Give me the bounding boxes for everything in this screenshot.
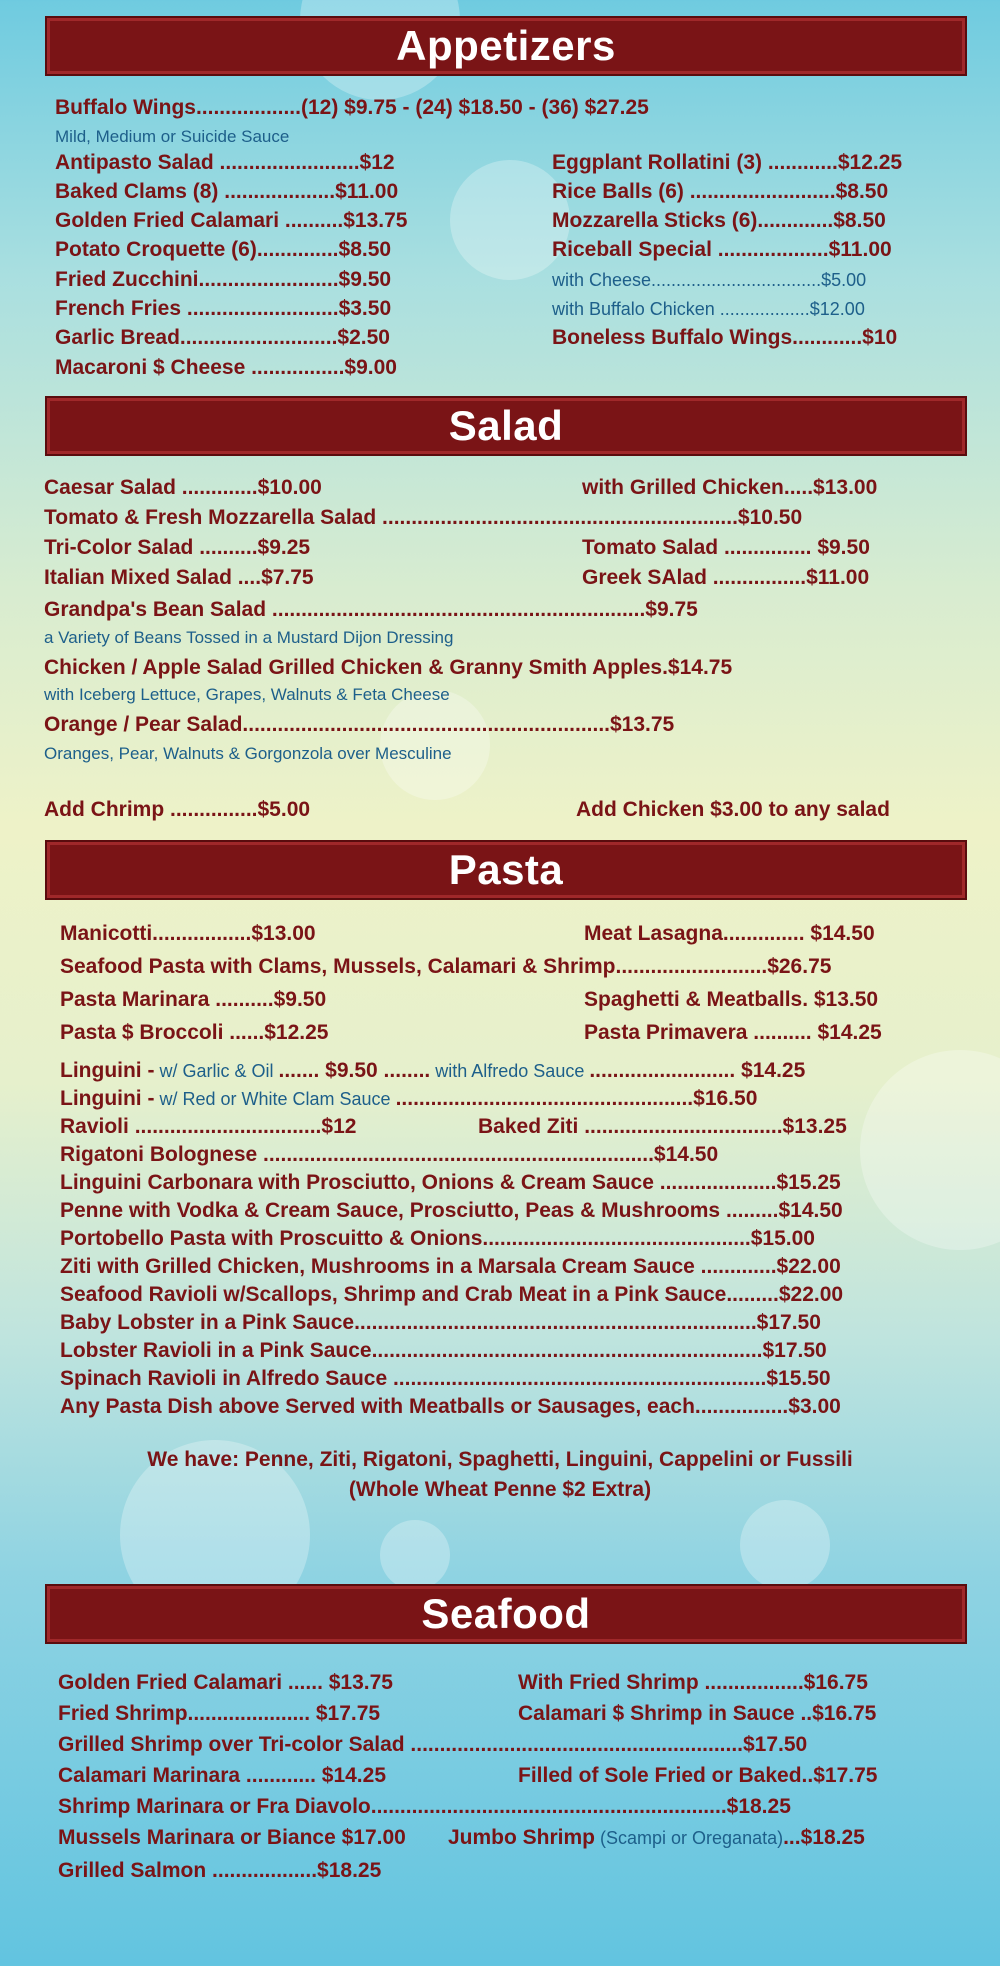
add-shrimp-item: Add Chrimp ...............$5.00 bbox=[44, 798, 311, 821]
linguini-clam-note: w/ Red or White Clam Sauce bbox=[154, 1089, 396, 1109]
salad-banner bbox=[45, 396, 967, 456]
linguini-clam-price: ...................................................$16.50 bbox=[395, 1087, 758, 1110]
appetizer-item: Boneless Buffalo Wings............$10 bbox=[552, 326, 898, 349]
seafood-calamari-item: Golden Fried Calamari ...... $13.75 bbox=[58, 1671, 393, 1694]
jumbo-shrimp-price: ...$18.25 bbox=[783, 1826, 865, 1849]
appetizers-title: Appetizers bbox=[396, 22, 616, 69]
jumbo-shrimp-label: Jumbo Shrimp bbox=[448, 1826, 596, 1849]
with-fried-shrimp-item: With Fried Shrimp .................$16.75 bbox=[518, 1671, 868, 1694]
pasta-list-item: Spinach Ravioli in Alfredo Sauce ................................................................$15.50 bbox=[60, 1367, 831, 1390]
seafood-pasta-item: Seafood Pasta with Clams, Mussels, Calamari & Shrimp..........................$26.75 bbox=[60, 955, 832, 978]
appetizer-item: Golden Fried Calamari ..........$13.75 bbox=[55, 209, 408, 232]
pasta-list-item: Ziti with Grilled Chicken, Mushrooms in a Marsala Cream Sauce .............$22.00 bbox=[60, 1255, 841, 1278]
seafood-title: Seafood bbox=[421, 1590, 591, 1637]
pasta-marinara-item: Pasta Marinara ..........$9.50 bbox=[60, 988, 327, 1011]
spaghetti-item: Spaghetti & Meatballs. $13.50 bbox=[584, 988, 879, 1011]
linguini-garlic-price: ....... $9.50 ........ bbox=[278, 1059, 431, 1082]
italian-salad-item: Italian Mixed Salad ....$7.75 bbox=[44, 566, 314, 589]
linguini-garlic-item bbox=[60, 1057, 805, 1085]
appetizer-item: Antipasto Salad ........................$12 bbox=[55, 151, 395, 174]
appetizer-item: Eggplant Rollatini (3) ............$12.25 bbox=[552, 151, 903, 174]
tomato-mozzarella-item: Tomato & Fresh Mozzarella Salad .............................................................$10.50 bbox=[44, 506, 803, 529]
mussels-item: Mussels Marinara or Biance $17.00 bbox=[58, 1826, 406, 1849]
pasta-banner bbox=[45, 840, 967, 900]
appetizer-item: Potato Croquette (6)..............$8.50 bbox=[55, 238, 392, 261]
appetizer-item: Mozzarella Sticks (6).............$8.50 bbox=[552, 209, 886, 232]
grilled-salmon-item: Grilled Salmon ..................$18.25 bbox=[58, 1859, 382, 1882]
pasta-list-item: Linguini Carbonara with Prosciutto, Onions & Cream Sauce ....................$15.25 bbox=[60, 1171, 841, 1194]
appetizer-item: Rice Balls (6) .........................$8.50 bbox=[552, 180, 889, 203]
baked-ziti-item: Baked Ziti ..................................$13.25 bbox=[478, 1115, 847, 1138]
calamari-marinara-item: Calamari Marinara ............ $14.25 bbox=[58, 1764, 387, 1787]
pasta-broccoli-item: Pasta $ Broccoli ......$12.25 bbox=[60, 1021, 329, 1044]
tricolor-salad-item: Tri-Color Salad ..........$9.25 bbox=[44, 536, 311, 559]
jumbo-shrimp-note: (Scampi or Oreganata) bbox=[595, 1828, 784, 1848]
linguini-clam-item bbox=[60, 1085, 757, 1113]
manicotti-item: Manicotti.................$13.00 bbox=[60, 922, 316, 945]
grilled-chicken-item: with Grilled Chicken.....$13.00 bbox=[582, 476, 878, 499]
bubble-decoration bbox=[740, 1500, 830, 1590]
pasta-list-item: Baby Lobster in a Pink Sauce.....................................................................$17.50 bbox=[60, 1311, 821, 1334]
appetizers-banner bbox=[45, 16, 967, 76]
appetizer-item: Baked Clams (8) ...................$11.00 bbox=[55, 180, 399, 203]
pasta-list-item: Lobster Ravioli in a Pink Sauce...................................................................$17.50 bbox=[60, 1339, 827, 1362]
grilled-shrimp-item: Grilled Shrimp over Tri-color Salad .........................................................$17.50 bbox=[58, 1733, 808, 1756]
ravioli-item: Ravioli ................................$12 bbox=[60, 1115, 357, 1138]
buffalo-wings-note: Mild, Medium or Suicide Sauce bbox=[55, 127, 290, 146]
tomato-salad-item: Tomato Salad ............... $9.50 bbox=[582, 536, 870, 559]
apple-salad-item: Chicken / Apple Salad Grilled Chicken & Granny Smith Apples.$14.75 bbox=[44, 656, 733, 679]
linguini-alfredo-note: with Alfredo Sauce bbox=[430, 1061, 590, 1081]
linguini-label: Linguini - bbox=[60, 1087, 155, 1110]
seafood-banner bbox=[45, 1584, 967, 1644]
jumbo-shrimp-item bbox=[448, 1824, 865, 1852]
primavera-item: Pasta Primavera .......... $14.25 bbox=[584, 1021, 882, 1044]
lasagna-item: Meat Lasagna.............. $14.50 bbox=[584, 922, 875, 945]
appetizer-item: Macaroni $ Cheese ................$9.00 bbox=[55, 356, 397, 379]
shrimp-marinara-item: Shrimp Marinara or Fra Diavolo.............................................................$18.25 bbox=[58, 1795, 791, 1818]
buffalo-wings-item: Buffalo Wings..................(12) $9.75 - (24) $18.50 - (36) $27.25 bbox=[55, 96, 649, 119]
pasta-list-item: Rigatoni Bolognese ...................................................................$14.50 bbox=[60, 1143, 719, 1166]
appetizer-item: Riceball Special ...................$11.00 bbox=[552, 238, 892, 261]
appetizer-note-item: with Cheese..................................$5.00 bbox=[552, 270, 867, 290]
bubble-decoration bbox=[380, 1520, 450, 1590]
linguini-label: Linguini - bbox=[60, 1059, 155, 1082]
linguini-alfredo-price: ......................... $14.25 bbox=[589, 1059, 806, 1082]
pasta-list-item: Portobello Pasta with Proscuitto & Onions..............................................$15.00 bbox=[60, 1227, 815, 1250]
greek-salad-item: Greek SAlad ................$11.00 bbox=[582, 566, 870, 589]
linguini-garlic-note: w/ Garlic & Oil bbox=[154, 1061, 279, 1081]
sole-item: Filled of Sole Fried or Baked..$17.75 bbox=[518, 1764, 878, 1787]
bubble-decoration bbox=[860, 1050, 1000, 1250]
appetizer-item: French Fries ..........................$3.50 bbox=[55, 297, 392, 320]
add-chicken-item: Add Chicken $3.00 to any salad bbox=[576, 798, 890, 821]
whole-wheat-note: (Whole Wheat Penne $2 Extra) bbox=[348, 1478, 652, 1501]
pasta-title: Pasta bbox=[448, 846, 564, 893]
apple-salad-note: with Iceberg Lettuce, Grapes, Walnuts & Feta Cheese bbox=[44, 685, 450, 704]
pasta-list-item: Penne with Vodka & Cream Sauce, Prosciutto, Peas & Mushrooms .........$14.50 bbox=[60, 1199, 843, 1222]
fried-shrimp-item: Fried Shrimp..................... $17.75 bbox=[58, 1702, 381, 1725]
appetizer-note-item: with Buffalo Chicken ..................$12.00 bbox=[552, 299, 865, 319]
caesar-salad-item: Caesar Salad .............$10.00 bbox=[44, 476, 322, 499]
appetizer-item: Fried Zucchini........................$9.50 bbox=[55, 268, 392, 291]
pear-salad-item: Orange / Pear Salad...............................................................$13.75 bbox=[44, 713, 675, 736]
calamari-shrimp-item: Calamari $ Shrimp in Sauce ..$16.75 bbox=[518, 1702, 877, 1725]
pasta-list-item: Seafood Ravioli w/Scallops, Shrimp and Crab Meat in a Pink Sauce.........$22.00 bbox=[60, 1283, 844, 1306]
bean-salad-item: Grandpa's Bean Salad ................................................................$9.75 bbox=[44, 598, 698, 621]
pasta-types-note: We have: Penne, Ziti, Rigatoni, Spaghetti, Linguini, Cappelini or Fussili bbox=[147, 1448, 853, 1471]
bean-salad-note: a Variety of Beans Tossed in a Mustard Dijon Dressing bbox=[44, 628, 454, 647]
appetizer-item: Garlic Bread...........................$2.50 bbox=[55, 326, 390, 349]
pear-salad-note: Oranges, Pear, Walnuts & Gorgonzola over Mesculine bbox=[44, 744, 452, 763]
salad-title: Salad bbox=[448, 402, 564, 449]
pasta-list-item: Any Pasta Dish above Served with Meatballs or Sausages, each................$3.00 bbox=[60, 1395, 841, 1418]
